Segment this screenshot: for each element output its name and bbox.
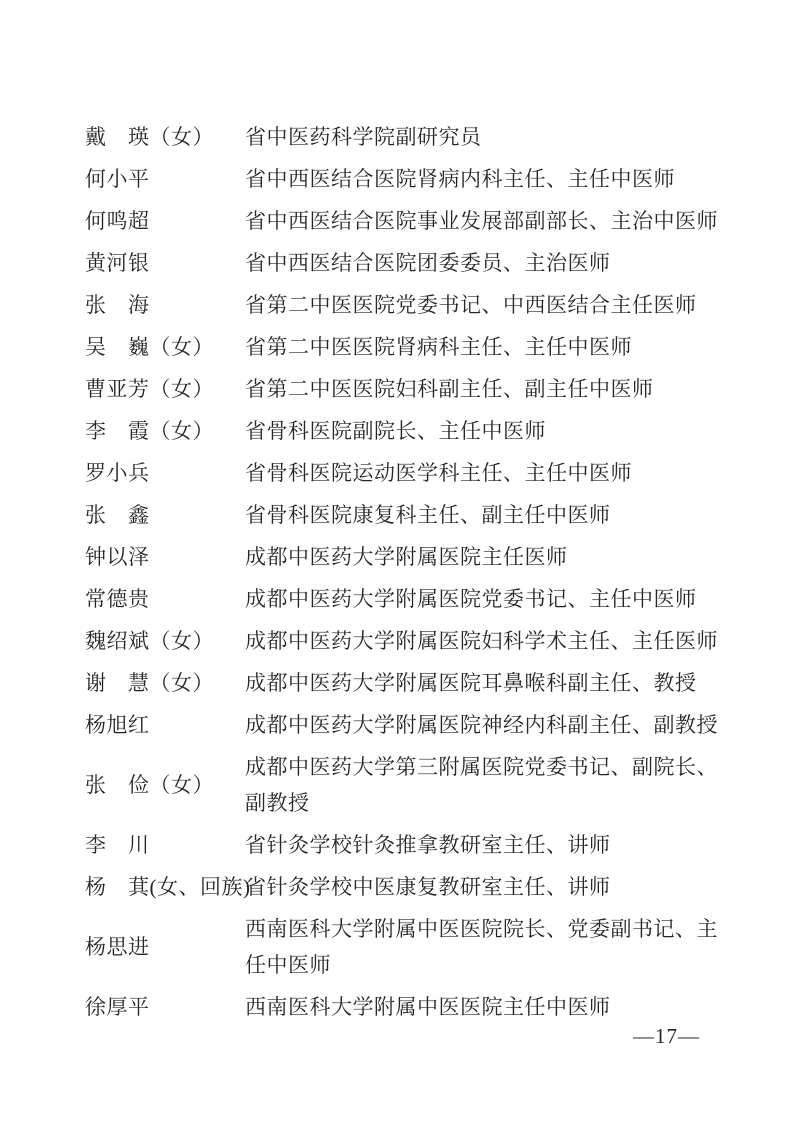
person-name: 魏绍斌（女）	[85, 629, 214, 653]
person-name: 杨思进	[85, 935, 150, 959]
roster-row	[85, 371, 800, 407]
person-name: 张 俭（女）	[85, 773, 214, 797]
person-name: 黄河银	[85, 251, 150, 275]
person-title: 成都中医药大学附属医院党委书记、主任中医师	[245, 587, 697, 611]
roster-row	[85, 749, 800, 821]
roster-row	[85, 497, 800, 533]
roster-row	[85, 623, 800, 659]
person-title: 省第二中医医院妇科副主任、副主任中医师	[245, 377, 654, 401]
roster-row	[85, 161, 800, 197]
roster-row	[85, 329, 800, 365]
person-name: 李 川	[85, 833, 150, 857]
roster-row	[85, 245, 800, 281]
roster-row	[85, 413, 800, 449]
person-title: 省第二中医医院肾病科主任、主任中医师	[245, 335, 632, 359]
roster-row	[85, 455, 800, 491]
person-name: 罗小兵	[85, 461, 150, 485]
person-title: 成都中医药大学第三附属医院党委书记、副院长、副教授	[245, 755, 718, 815]
person-title: 省中西医结合医院肾病内科主任、主任中医师	[245, 167, 675, 191]
person-title: 省骨科医院康复科主任、副主任中医师	[245, 503, 611, 527]
roster-row	[85, 827, 800, 863]
person-name: 张 海	[85, 293, 150, 317]
roster-row	[85, 707, 800, 743]
roster-row	[85, 989, 800, 1025]
person-title: 西南医科大学附属中医医院主任中医师	[245, 995, 611, 1019]
person-name: 徐厚平	[85, 995, 150, 1019]
person-name: 杨旭红	[85, 713, 150, 737]
roster-row	[85, 539, 800, 575]
roster-row	[85, 869, 800, 905]
person-name: 张 鑫	[85, 503, 150, 527]
person-title: 省第二中医医院党委书记、中西医结合主任医师	[245, 293, 697, 317]
person-title: 省骨科医院运动医学科主任、主任中医师	[245, 461, 632, 485]
roster-row	[85, 665, 800, 701]
person-title: 成都中医药大学附属医院耳鼻喉科副主任、教授	[245, 671, 697, 695]
person-title: 省中西医结合医院事业发展部副部长、主治中医师	[245, 209, 718, 233]
roster-row	[85, 911, 800, 983]
person-title: 西南医科大学附属中医医院院长、党委副书记、主任中医师	[245, 917, 718, 977]
person-name: 常德贵	[85, 587, 150, 611]
person-name: 曹亚芳（女）	[85, 377, 214, 401]
roster-row	[85, 287, 800, 323]
person-name: 戴 瑛（女）	[85, 125, 214, 149]
person-title: 成都中医药大学附属医院神经内科副主任、副教授	[245, 713, 718, 737]
person-title: 省针灸学校中医康复教研室主任、讲师	[245, 875, 611, 899]
roster-row	[85, 203, 800, 239]
person-name: 杨 萁(女、回族)	[85, 875, 251, 899]
person-title: 省中医药科学院副研究员	[245, 125, 482, 149]
page-number: —17—	[633, 1024, 700, 1048]
person-name: 何小平	[85, 167, 150, 191]
person-title: 成都中医药大学附属医院妇科学术主任、主任医师	[245, 629, 718, 653]
person-name: 钟以泽	[85, 545, 150, 569]
roster-row	[85, 119, 800, 155]
person-name: 何鸣超	[85, 209, 150, 233]
person-name: 吴 巍（女）	[85, 335, 214, 359]
roster-row	[85, 581, 800, 617]
person-title: 省骨科医院副院长、主任中医师	[245, 419, 546, 443]
person-title: 成都中医药大学附属医院主任医师	[245, 545, 568, 569]
person-name: 谢 慧（女）	[85, 671, 214, 695]
person-name: 李 霞（女）	[85, 419, 214, 443]
person-title: 省针灸学校针灸推拿教研室主任、讲师	[245, 833, 611, 857]
person-title: 省中西医结合医院团委委员、主治医师	[245, 251, 611, 275]
